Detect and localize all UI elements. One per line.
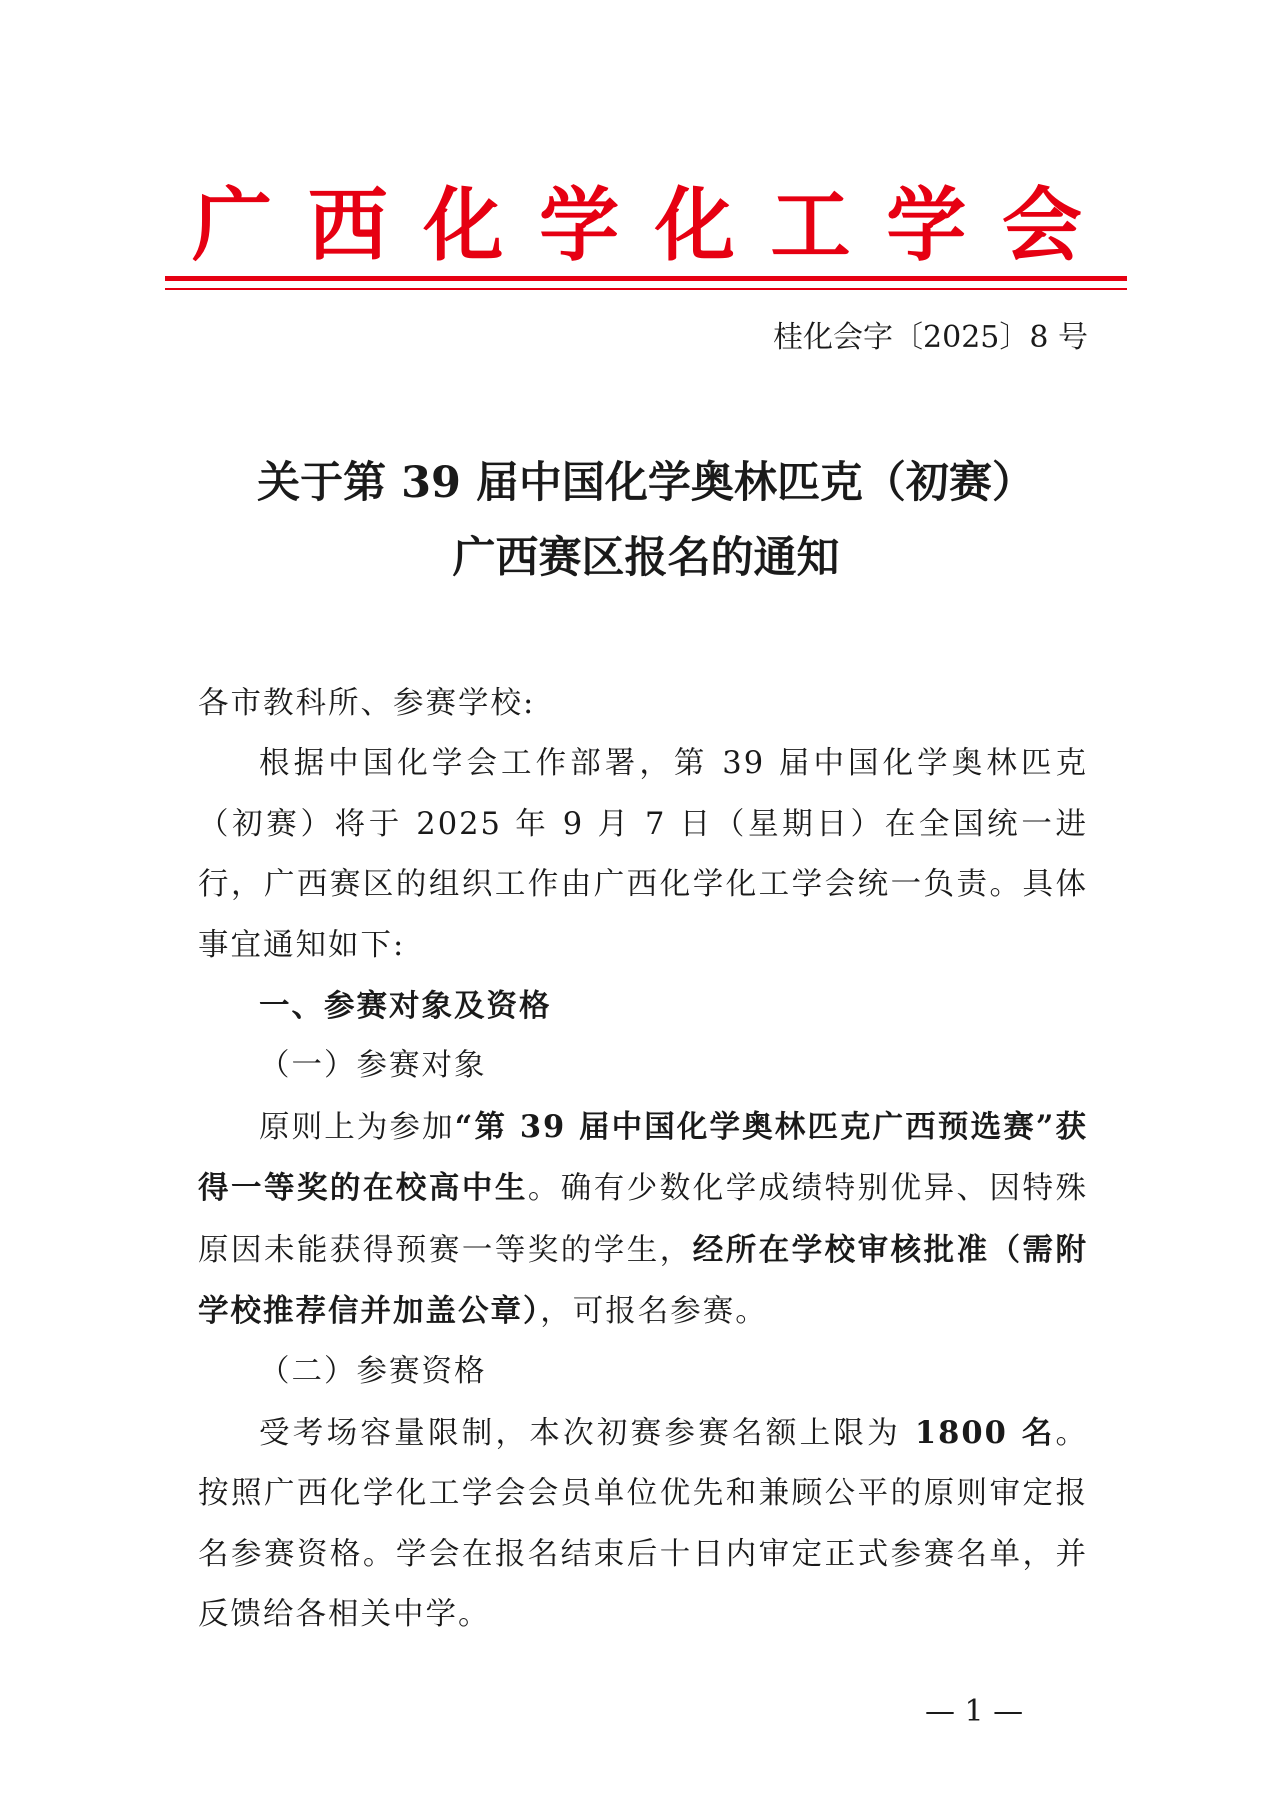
eligibility-end: 。按照广西化学化工学会会员单位优先和兼顾公平的原则审定报名参赛资格。学会在报名结束后十日内审定正式参赛名单，并反馈给各相关中学。 bbox=[198, 1415, 1089, 1633]
document-number: 桂化会字〔2025〕8 号 bbox=[773, 320, 1088, 355]
letterhead-char: 广 bbox=[192, 178, 272, 272]
quota-bold: 1800 名 bbox=[901, 1414, 1056, 1451]
letterhead-char: 化 bbox=[654, 178, 735, 272]
participants-lead: 原则上为参加 bbox=[259, 1109, 455, 1145]
letterhead-char: 会 bbox=[1001, 178, 1082, 272]
participants-mid: 。确有少数化学成绩特别优异、因特殊原因未能获得预赛一等奖的学生， bbox=[198, 1171, 1089, 1268]
salutation: 各市教科所、参赛学校: bbox=[198, 686, 536, 721]
section-1-heading: 一、参赛对象及资格 bbox=[259, 988, 552, 1025]
subsection-2-heading: （二）参赛资格 bbox=[259, 1354, 487, 1390]
letterhead-char: 学 bbox=[539, 178, 620, 272]
page-number: — 1 — bbox=[925, 1694, 1024, 1729]
participants-approval-bold: 经所在学校审核批准（需附学校推荐信并加盖公章） bbox=[198, 1231, 1089, 1330]
eligibility-paragraph bbox=[198, 1403, 1088, 1646]
letterhead-char: 化 bbox=[423, 178, 504, 272]
letterhead-rule-thick bbox=[165, 276, 1127, 281]
document-body bbox=[198, 674, 1088, 1646]
letterhead-char: 西 bbox=[307, 178, 388, 272]
letterhead-char: 学 bbox=[886, 178, 967, 272]
document-title-line-2: 广西赛区报名的通知 bbox=[452, 533, 840, 583]
participants-paragraph bbox=[198, 1097, 1088, 1343]
letterhead-organization-name bbox=[192, 178, 1082, 272]
letterhead-char: 工 bbox=[770, 178, 851, 272]
intro-paragraph: 根据中国化学会工作部署，第 39 届中国化学奥林匹克（初赛）将于 2025 年 9 月 7 日（星期日）在全国统一进行，广西赛区的组织工作由广西化学化工学会统一负责。具体事宜通知如下: bbox=[198, 746, 1088, 963]
subsection-1-heading: （一）参赛对象 bbox=[259, 1048, 487, 1084]
eligibility-lead: 受考场容量限制，本次初赛参赛名额上限为 bbox=[259, 1415, 902, 1451]
participants-criteria-bold: “第 39 届中国化学奥林匹克广西预选赛”获得一等奖的在校高中生 bbox=[198, 1108, 1088, 1207]
document-title-line-1: 关于第 39 届中国化学奥林匹克（初赛） bbox=[257, 458, 1035, 508]
participants-end: ，可报名参赛。 bbox=[540, 1294, 768, 1330]
letterhead-rule-thin bbox=[165, 288, 1127, 290]
